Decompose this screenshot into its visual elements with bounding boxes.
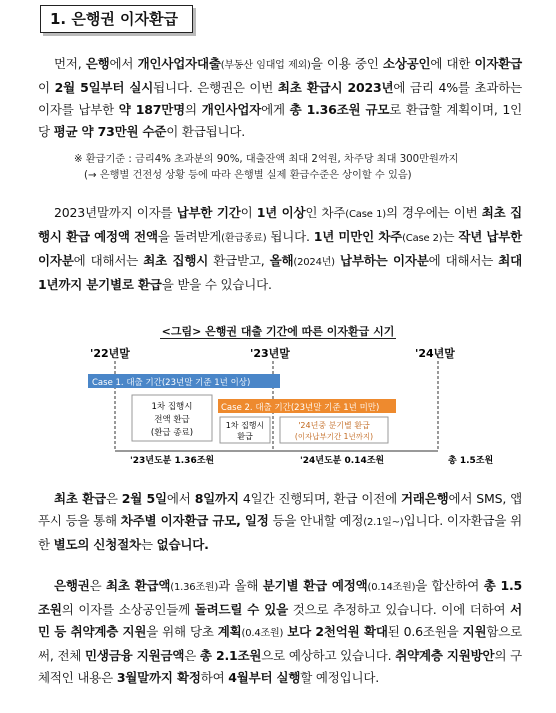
paragraph-intro: 먼저, 은행에서 개인사업자대출(부동산 임대업 제외)을 이용 중인 소상공인에 대한 이자환급이 2월 5일부터 실시됩니다. 은행권은 이번 최초 환급시 2023년에 금리 4%를 초과하는 이자를 납부한 약 187만명의 개인사업자에게 총 1.36조원 규모로 환급할 계획이며, 1인당 평균 약 73만원 수준이 환급됩니다. [38, 56, 523, 139]
paragraph-summary: 은행권은 최초 환급액(1.36조원)과 올해 분기별 환급 예정액(0.14조원)을 합산하여 총 1.5조원의 이자를 소상공인들께 돌려드릴 수 있을 것으로 추정하고 있습니다. 이에 더하여 서민 등 취약계층 지원을 위해 당초 계획(0.4조원) 보다 2천억원 확대된 0.6조원을 지원함으로써, 전체 민생금융 지원금액은 총 2.1조원으로 예상하고 있습니다. 취약계층 지원방안의 구체적인 내용은 3월말까지 확정하여 4월부터 실행할 예정입니다. [38, 578, 522, 685]
criteria-note [74, 152, 534, 184]
paragraph-schedule: 최초 환급은 2월 5일에서 8일까지 4일간 진행되며, 환급 이전에 거래은행에서 SMS, 앱푸시 등을 통해 차주별 이자환급 규모, 일정 등을 안내할 예정(2.1일~)입니다. 이자환급을 위한 별도의 신청절차는 없습니다. [38, 491, 522, 552]
box1-line1: 1차 집행시 [151, 402, 193, 412]
box3-line1: '24년중 분기별 환급 [298, 421, 370, 430]
box2-line1: 1차 집행시 [225, 421, 265, 430]
section-title: 1. 은행권 이자환급 [40, 5, 193, 33]
label-22-end: '22년말 [90, 347, 130, 360]
sum-total: 총 1.5조원 [448, 456, 494, 466]
box3-line2: (이자납부기간 1년까지) [294, 432, 374, 441]
box1-line2: 전액 환급 [154, 415, 190, 425]
case1-label: Case 1. 대출 기간(23년말 기준 1년 이상) [92, 378, 251, 388]
note-line-2: (→ 은행별 건전성 상황 등에 따라 은행별 실제 환급수준은 상이할 수 있음) [84, 170, 412, 181]
sum-2023: '23년도분 1.36조원 [130, 456, 215, 466]
box1-line3: (환급 종료) [150, 428, 194, 438]
figure-caption: <그림> 은행권 대출 기간에 따른 이자환급 시기 [161, 325, 395, 338]
paragraph-cases: 2023년말까지 이자를 납부한 기간이 1년 이상인 차주(Case 1)의 경우에는 이번 최초 집행시 환급 예정액 전액을 돌려받게(환급종료) 됩니다. 1년 미만인 차주(Case 2)는 작년 납부한 이자분에 대해서는 최초 집행시 환급받고, 올해(2024년) 납부하는 이자분에 대해서는 최대 1년까지 분기별로 환급을 받을 수 있습니다. [38, 205, 523, 292]
note-line-1: ※ 환급기준 : 금리4% 초과분의 90%, 대출잔액 최대 2억원, 차주당 최대 300만원까지 [74, 154, 459, 165]
sum-2024: '24년도분 0.14조원 [300, 456, 385, 466]
case2-label: Case 2. 대출 기간(23년말 기준 1년 미만) [221, 403, 380, 413]
label-24-end: '24년말 [415, 347, 455, 360]
label-23-end: '23년말 [250, 347, 290, 360]
box2-line2: 환급 [237, 432, 253, 441]
refund-timeline-figure [70, 339, 510, 470]
